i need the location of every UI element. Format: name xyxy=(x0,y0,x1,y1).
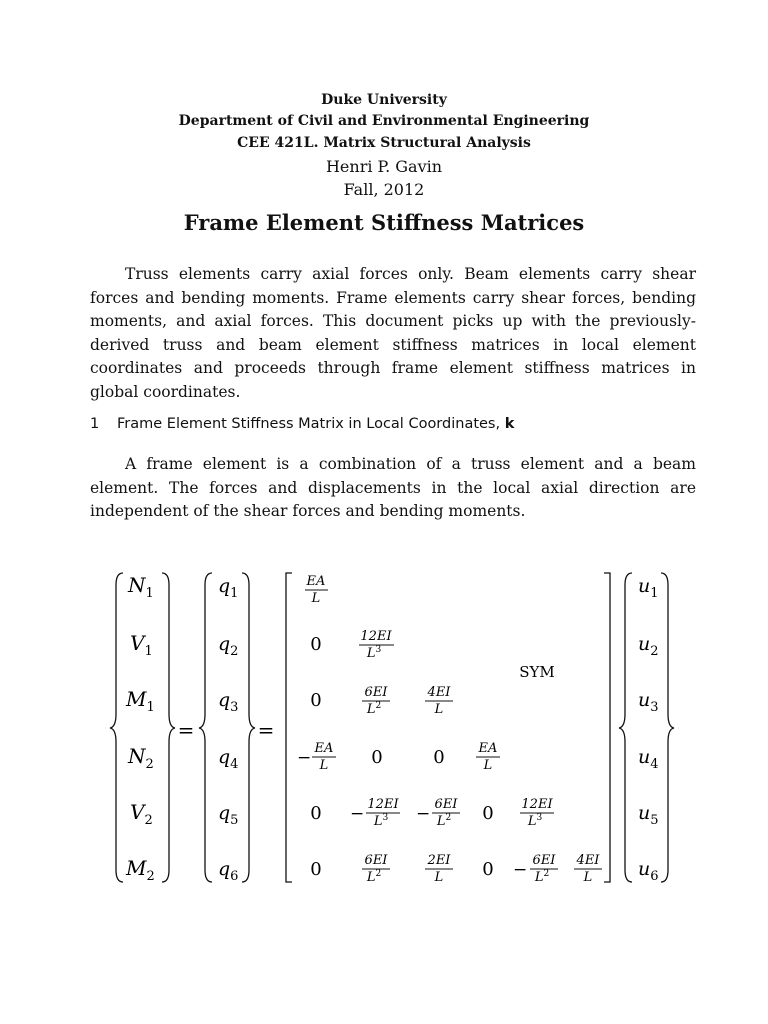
matrix-zero: 0 xyxy=(310,634,322,655)
force-subscript: 2 xyxy=(145,757,154,772)
course-name: CEE 421L. Matrix Structural Analysis xyxy=(237,135,531,151)
u-vector-right-brace xyxy=(661,573,674,882)
matrix-left-bracket xyxy=(286,573,292,882)
u-vector xyxy=(638,575,659,884)
intro-text: Truss elements carry axial forces only. Beam elements carry shear forces and bending moments. Frame elements carry shear forces, bending moments, and axial forces. This document picks up with the previously-derived truss and beam element stiffness matrices in local element coordinates and proceeds through frame element stiffness matrices in global coordinates. xyxy=(90,265,696,401)
svg-text:u1 xyxy=(638,575,659,601)
sym-label: SYM xyxy=(519,663,555,681)
force-subscript: 1 xyxy=(145,586,154,601)
fraction-numerator: EA xyxy=(314,741,334,756)
matrix-zero: 0 xyxy=(310,690,322,711)
matrix-entry-neg-6ei-l2 xyxy=(513,853,558,885)
exponent: 3 xyxy=(382,813,389,823)
exponent: 2 xyxy=(445,813,452,823)
svg-text:L2 xyxy=(534,869,549,885)
fraction-denominator: L xyxy=(366,870,376,885)
matrix-entry-4ei-l xyxy=(425,685,453,717)
fraction-denominator: L xyxy=(434,870,444,885)
force-subscript: 1 xyxy=(144,644,153,659)
matrix-zero: 0 xyxy=(433,747,445,768)
equals-sign-2: = xyxy=(257,718,275,742)
q-vector xyxy=(218,575,238,884)
fraction-numerator: EA xyxy=(306,574,326,589)
fraction-denominator: L xyxy=(483,758,493,773)
fraction-numerator: EA xyxy=(478,741,498,756)
fraction-denominator: L xyxy=(311,591,321,606)
matrix-entry-ea-l xyxy=(305,574,328,606)
fraction-numerator: 4EI xyxy=(427,685,451,700)
q-symbol: q xyxy=(218,746,231,768)
section-number: 1 xyxy=(90,416,100,432)
fraction-denominator: L xyxy=(583,870,593,885)
force-vector xyxy=(125,573,155,884)
svg-text:M2 xyxy=(125,856,155,884)
section-title: Frame Element Stiffness Matrix in Local Coordinates, xyxy=(117,416,505,432)
svg-text:q1 xyxy=(218,575,238,601)
matrix-zero: 0 xyxy=(310,859,322,880)
university-name: Duke University xyxy=(321,92,447,108)
svg-text:L2 xyxy=(366,701,381,717)
exponent: 2 xyxy=(543,869,550,879)
svg-text:M1 xyxy=(125,687,155,715)
u-subscript: 6 xyxy=(650,869,659,884)
fraction-numerator: 4EI xyxy=(576,853,600,868)
svg-text:L3 xyxy=(373,813,389,829)
svg-text:L3 xyxy=(366,645,382,661)
matrix-entry-12ei-l3 xyxy=(520,797,554,829)
minus-sign: − xyxy=(513,860,528,880)
svg-text:N2 xyxy=(127,744,154,772)
force-subscript: 2 xyxy=(144,813,153,828)
fraction-numerator: 12EI xyxy=(521,797,553,812)
fraction-denominator: L xyxy=(319,758,329,773)
u-vector-left-brace xyxy=(619,573,632,882)
u-symbol: u xyxy=(638,802,651,824)
q-symbol: q xyxy=(218,575,231,597)
exponent: 3 xyxy=(536,813,543,823)
u-subscript: 4 xyxy=(650,757,659,772)
q-subscript: 1 xyxy=(230,586,239,601)
minus-sign: − xyxy=(416,804,431,824)
force-symbol: V xyxy=(130,800,145,824)
matrix-zero: 0 xyxy=(482,859,494,880)
matrix-entry-ea-l xyxy=(476,741,500,773)
matrix-zero: 0 xyxy=(371,747,383,768)
matrix-entry-neg-ea-l xyxy=(297,741,336,773)
q-subscript: 3 xyxy=(230,700,239,715)
fraction-numerator: 6EI xyxy=(532,853,556,868)
u-subscript: 3 xyxy=(650,700,659,715)
q-vector-right-brace xyxy=(242,573,255,882)
matrix-zero: 0 xyxy=(482,803,494,824)
matrix-entry-6ei-l2 xyxy=(362,685,390,717)
stiffness-matrix xyxy=(297,574,602,885)
q-vector-left-brace xyxy=(199,573,212,882)
force-symbol: M xyxy=(126,856,147,880)
q-subscript: 5 xyxy=(230,813,239,828)
body-text: A frame element is a combination of a truss element and a beam element. The forces and displacements in the local axial direction are independent of the shear forces and bending moments. xyxy=(90,455,696,520)
q-symbol: q xyxy=(218,633,231,655)
matrix-entry-4ei-l xyxy=(574,853,602,885)
matrix-entry-neg-12ei-l3 xyxy=(350,797,400,829)
svg-text:q5 xyxy=(218,802,238,828)
minus-sign: − xyxy=(297,748,312,768)
minus-sign: − xyxy=(350,804,365,824)
svg-text:q6 xyxy=(218,858,238,884)
force-subscript: 2 xyxy=(146,869,155,884)
u-symbol: u xyxy=(638,575,651,597)
matrix-zero: 0 xyxy=(310,803,322,824)
svg-text:L2 xyxy=(366,869,381,885)
q-subscript: 4 xyxy=(230,757,239,772)
force-vector-right-brace xyxy=(162,573,175,882)
term: Fall, 2012 xyxy=(343,180,425,199)
u-subscript: 2 xyxy=(650,644,659,659)
svg-text:q4 xyxy=(218,746,238,772)
fraction-denominator: L xyxy=(366,702,376,717)
svg-text:u5 xyxy=(638,802,659,828)
svg-text:L2 xyxy=(436,813,451,829)
equals-sign-1: = xyxy=(177,718,195,742)
svg-text:u6 xyxy=(638,858,659,884)
matrix-right-bracket xyxy=(604,573,610,882)
force-symbol: N xyxy=(128,573,146,597)
u-symbol: u xyxy=(638,746,651,768)
fraction-numerator: 12EI xyxy=(367,797,399,812)
u-symbol: u xyxy=(638,858,651,880)
svg-text:u3 xyxy=(638,689,659,715)
matrix-entry-neg-6ei-l2 xyxy=(416,797,460,829)
matrix-entry-2ei-l xyxy=(425,853,453,885)
u-symbol: u xyxy=(638,689,651,711)
q-subscript: 2 xyxy=(230,644,239,659)
fraction-denominator: L xyxy=(527,814,537,829)
force-symbol: N xyxy=(128,744,146,768)
q-symbol: q xyxy=(218,802,231,824)
svg-text:q3 xyxy=(218,689,238,715)
fraction-denominator: L xyxy=(373,814,383,829)
q-symbol: q xyxy=(218,689,231,711)
fraction-denominator: L xyxy=(434,702,444,717)
exponent: 3 xyxy=(375,645,382,655)
fraction-numerator: 2EI xyxy=(427,853,451,868)
fraction-denominator: L xyxy=(534,870,544,885)
matrix-entry-6ei-l2 xyxy=(362,853,390,885)
force-vector-left-brace xyxy=(110,573,123,882)
matrix-entry-12ei-l3 xyxy=(359,629,394,661)
department-name: Department of Civil and Environmental Engineering xyxy=(178,113,590,129)
svg-text:V1 xyxy=(130,631,153,659)
q-symbol: q xyxy=(218,858,231,880)
fraction-numerator: 6EI xyxy=(364,685,388,700)
document-title: Frame Element Stiffness Matrices xyxy=(183,210,585,235)
exponent: 2 xyxy=(375,701,382,711)
force-symbol: V xyxy=(130,631,145,655)
u-symbol: u xyxy=(638,633,651,655)
force-symbol: M xyxy=(126,687,147,711)
svg-text:N1 xyxy=(127,573,154,601)
svg-text:u4 xyxy=(638,746,659,772)
section-symbol: k xyxy=(504,416,515,432)
fraction-numerator: 12EI xyxy=(360,629,392,644)
svg-text:L3 xyxy=(527,813,543,829)
exponent: 2 xyxy=(375,869,382,879)
fraction-numerator: 6EI xyxy=(364,853,388,868)
fraction-denominator: L xyxy=(436,814,446,829)
u-subscript: 1 xyxy=(650,586,659,601)
svg-text:q2 xyxy=(218,633,238,659)
u-subscript: 5 xyxy=(650,813,659,828)
force-subscript: 1 xyxy=(146,700,155,715)
svg-text:V2 xyxy=(130,800,153,828)
author-name: Henri P. Gavin xyxy=(325,157,443,176)
fraction-denominator: L xyxy=(366,646,376,661)
svg-text:u2 xyxy=(638,633,659,659)
fraction-numerator: 6EI xyxy=(434,797,458,812)
q-subscript: 6 xyxy=(230,869,239,884)
